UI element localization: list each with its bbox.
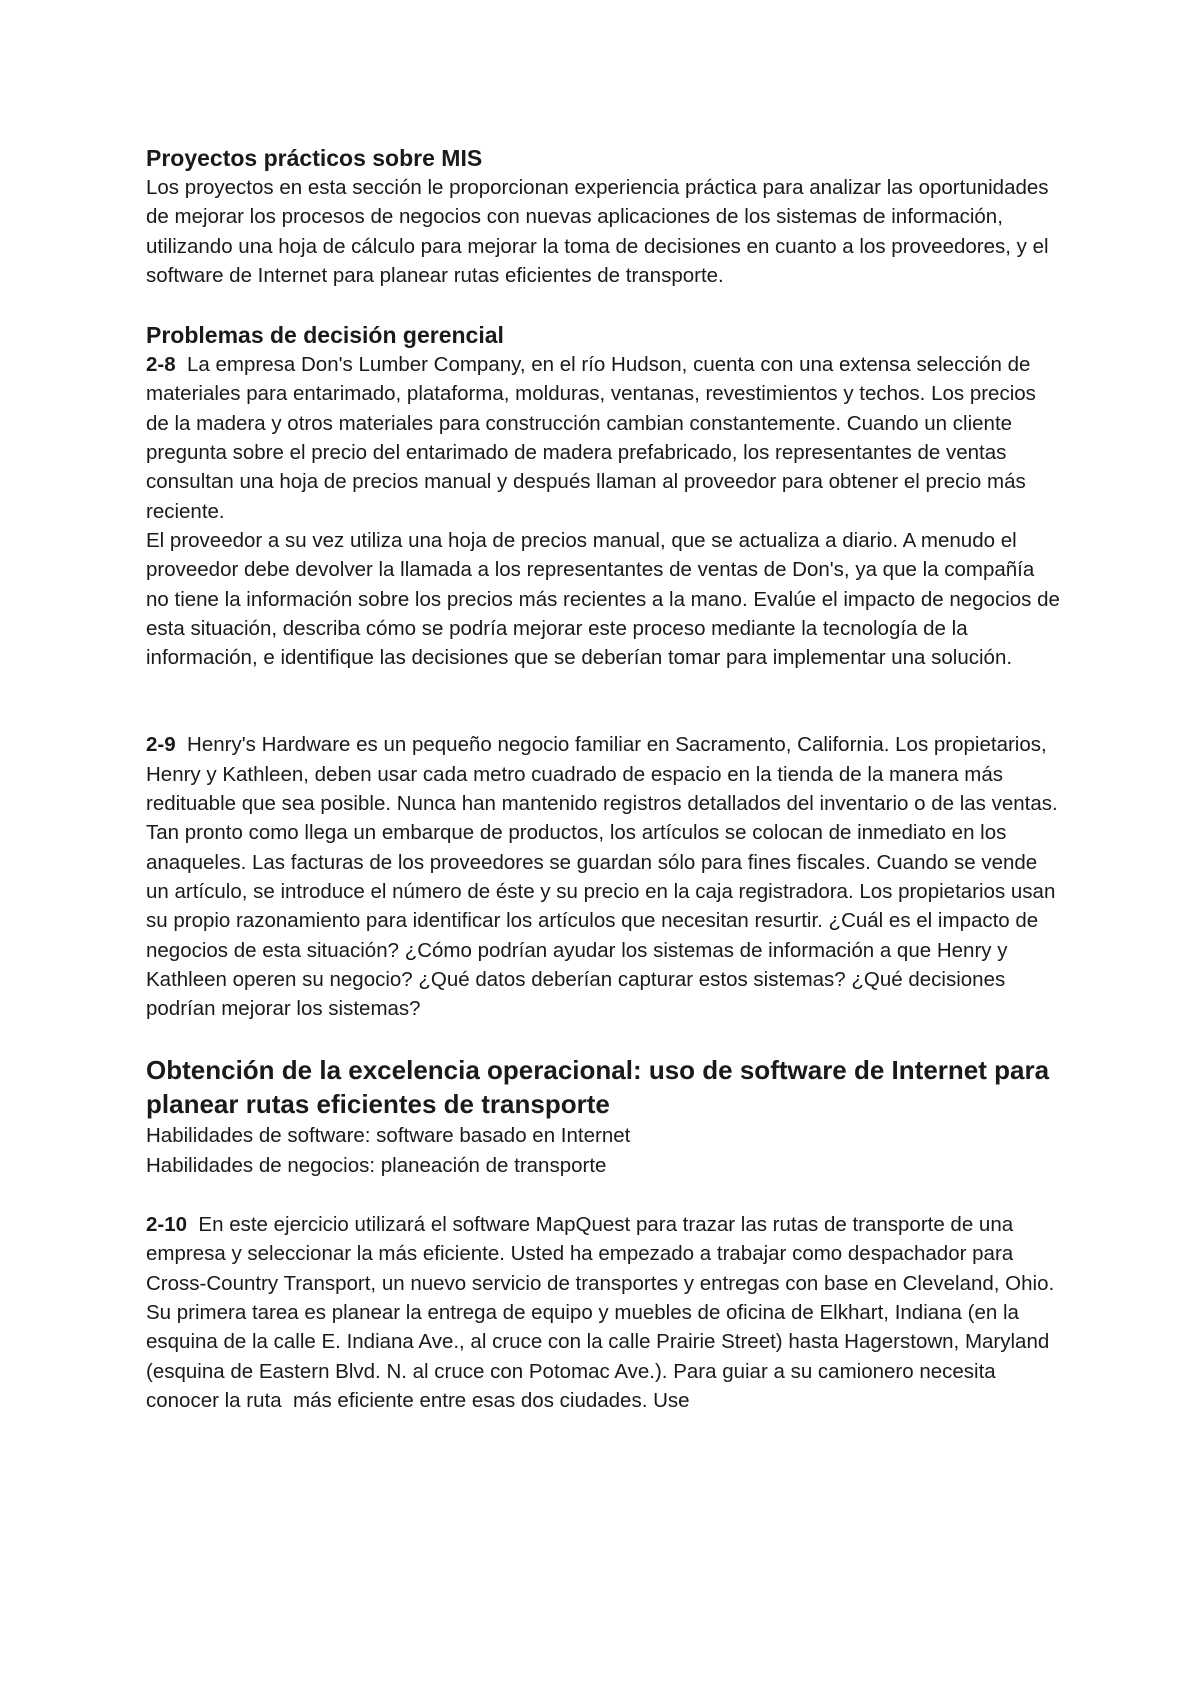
intro-paragraph: Los proyectos en esta sección le proporcionan experiencia práctica para analizar las oportunidades de mejorar los procesos de negocios con nuevas aplicaciones de los sistemas de información, utilizando una hoja de cálculo para mejorar la toma de decisiones en cuanto a los proveedores, y el software de Internet para planear rutas eficientes de transporte.: [146, 176, 1055, 287]
spacer: [146, 1180, 1060, 1210]
spacer: [146, 672, 1060, 730]
software-skills-line: Habilidades de software: software basado en Internet: [146, 1124, 631, 1148]
spacer: [146, 290, 1060, 320]
problem-2-8-paragraph: [146, 350, 1060, 526]
section-title-operational-excellence: Obtención de la excelencia operacional: uso de software de Internet para planear rutas eficientes de transporte: [146, 1055, 1050, 1120]
problem-text: Henry's Hardware es un pequeño negocio familiar en Sacramento, California. Los propietarios, Henry y Kathleen, deben usar cada metro cuadrado de espacio en la tienda de la manera más redituable que sea posible. Nunca han mantenido registros detallados del inventario o de las ventas. Tan pronto como llega un embarque de productos, los artículos se colocan de inmediato en los anaqueles. Las facturas de los proveedores se guardan sólo para fines fiscales. Cuando se vende un artículo, se introduce el número de éste y su precio en la caja registradora. Los propietarios usan su propio razonamiento para identificar los artículos que necesitan resurtir. ¿Cuál es el impacto de negocios de esta situación? ¿Cómo podrían ayudar los sistemas de información a que Henry y Kathleen operen su negocio? ¿Qué datos deberían capturar estos sistemas? ¿Qué decisiones podrían mejorar los sistemas?: [146, 733, 1064, 1021]
problem-number: 2-9: [146, 733, 176, 757]
problem-text: En este ejercicio utilizará el software MapQuest para trazar las rutas de transporte de una empresa y seleccionar la más eficiente. Usted ha empezado a trabajar como despachador para Cross-Country Transport, un nuevo servicio de transportes y entregas con base en Cleveland, Ohio. Su primera tarea es planear la entrega de equipo y muebles de oficina de Elkhart, Indiana (en la esquina de la calle E. Indiana Ave., al cruce con la calle Prairie Street) hasta Hagerstown, Maryland (esquina de Eastern Blvd. N. al cruce con Potomac Ave.). Para guiar a su camionero necesita conocer la ruta más eficiente entre esas dos ciudades. Use: [146, 1213, 1060, 1412]
problem-text: La empresa Don's Lumber Company, en el río Hudson, cuenta con una extensa selección de materiales para entarimado, plataforma, molduras, ventanas, revestimientos y techos. Los precios de la madera y otros materiales para construcción cambian constantemente. Cuando un cliente pregunta sobre el precio del entarimado de madera prefabricado, los representantes de ventas consultan una hoja de precios manual y después llaman al proveedor para obtener el precio más reciente.: [146, 353, 1042, 523]
section-title-mis-projects: Proyectos prácticos sobre MIS: [146, 145, 483, 171]
problem-2-10-paragraph: [146, 1210, 1060, 1415]
problem-number: 2-8: [146, 353, 176, 377]
business-skills-line: Habilidades de negocios: planeación de transporte: [146, 1153, 607, 1177]
problem-number: 2-10: [146, 1213, 188, 1237]
problem-2-8-continuation: El proveedor a su vez utiliza una hoja de precios manual, que se actualiza a diario. A menudo el proveedor debe devolver la llamada a los representantes de ventas de Don's, ya que la compañía no tiene la información sobre los precios más recientes a la mano. Evalúe el impacto de negocios de esta situación, describa cómo se podría mejorar este proceso mediante la tecnología de la información, e identifique las decisiones que se deberían tomar para implementar una solución.: [146, 528, 1066, 670]
section-title-management-decisions: Problemas de decisión gerencial: [146, 322, 504, 349]
problem-2-9-paragraph: [146, 730, 1064, 1023]
spacer: [146, 1023, 1060, 1053]
